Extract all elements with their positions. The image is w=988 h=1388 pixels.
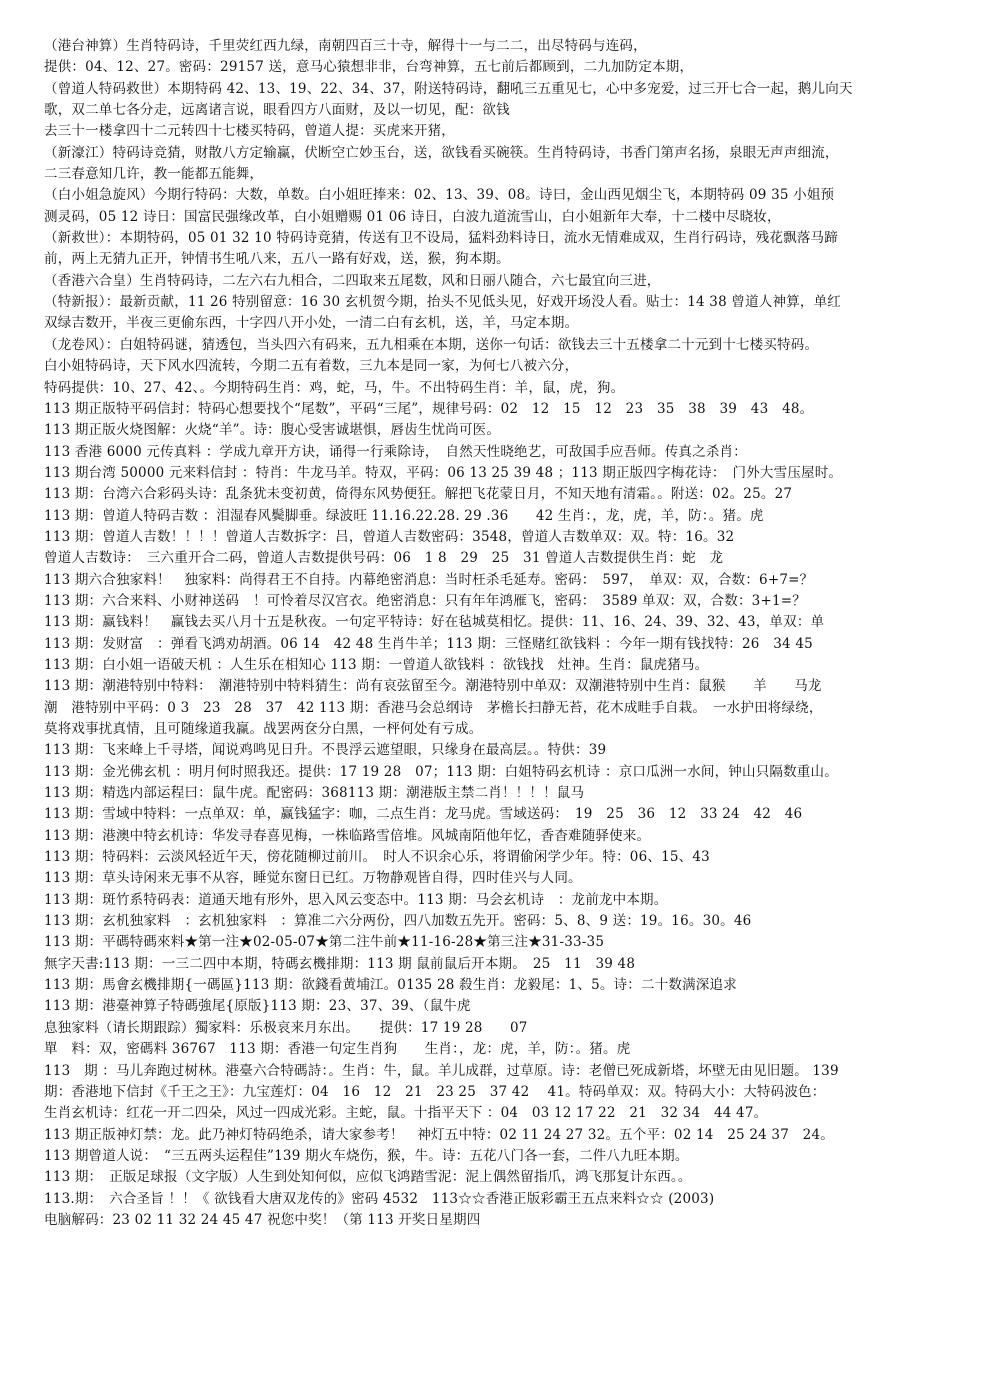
- text-line: 113 期：曾道人特码吉数 ：泪湿春风鬓脚垂。绿波旺 11.16.22.28. 29 .36 42 生肖：，龙，虎，羊，防：。猪。虎: [44, 507, 764, 524]
- text-line: 113 期：雪域中特料：一点单双：单，赢钱猛字：咖，二点生肖：龙马虎。雪域送码： 19 25 36 12 33 24 42 46: [44, 806, 803, 823]
- text-line: 生肖玄机诗：红花一开二四朵，风过一四成光彩。主蛇，鼠。十指平天下 ：04 03 12 17 22 21 32 34 44 47。: [44, 1105, 768, 1122]
- text-line: 113 期：草头诗闲来无事不从容，睡觉东窗日已红。万物静观皆自得，四时佳兴与人同。: [44, 870, 582, 887]
- text-line: 113 期：港澳中特玄机诗：华发寻春喜见梅，一株临路雪倍堆。风城南陌他年忆，香杳难随驿使来。: [44, 827, 651, 844]
- text-line: 113 期：曾道人吉数！！！！曾道人吉数拆字：吕，曾道人吉数密码：3548，曾道人吉数单双：双。特：16。32: [44, 528, 735, 545]
- text-line: 特码提供：10、27、42、。今期特码生肖：鸡，蛇，马，牛。不出特码生肖：羊，鼠，虎，狗。: [44, 379, 625, 396]
- text-line: 潮 港特别中平码：0 3 23 28 37 42 113 期：香港马会总纲诗 茅檐长扫静无苔，花木成畦手自栽。 一水护田将绿绕，: [44, 699, 823, 716]
- text-line: 113 期：平碼特碼來料★第一注★02-05-07★第二注牛前★11-16-28★第三注★31-33-35: [44, 934, 605, 951]
- text-line: 113 期：馬會玄機排期{一碼區}113 期：欲錢看黄埔江。0135 28 殺生肖：龙毅尾：1、5。诗：二十数满深追求: [44, 977, 737, 994]
- text-line: 113 期：赢钱料！ 赢钱去买八月十五是秋夜。一句定平特诗：好在毡城莫相忆。提供：11、16、24、39、32、43，单双：单: [44, 614, 825, 631]
- text-line: （港台神算）生肖特码诗，千里荧红西九绿，南朝四百三十寺，解得十一与二二，出尽特码与连码，: [44, 38, 647, 54]
- text-line: 113 期：金光佛玄机 ：明月何时照我还。提供：17 19 28 07；113 期：白姐特码玄机诗 ：京口瓜洲一水间，钟山只隔数重山。: [44, 763, 838, 780]
- text-line: 113 期：六合来料、小财神送码 ！可怜着尽汉宫衣。绝密消息：只有年年鸿雁飞，密码： 3589 单双：双，合数：3+1=？: [44, 592, 806, 609]
- text-line: 單 料：双，密碼料 36767 113 期：香港一句定生肖狗 生肖：，龙：虎，羊，防：。猪。虎: [44, 1041, 631, 1058]
- text-line: 113 香港 6000 元传真料 ：学成九章开方诀，诵得一行乘除诗， 自然天性晓绝艺，可敌国手应吾师。传真之杀肖：: [44, 443, 747, 460]
- text-line: 歌，双二单七各分走，远离诸言说，眼看四方八面财，及以一切见，配：欲钱: [44, 102, 510, 119]
- text-line: 双绿吉数开，半夜三更偷东西，十字四八开小处，一清二白有玄机，送，羊，马定本期。: [44, 315, 579, 332]
- text-line: 113.期： 六合圣旨 ！！《 欲钱看大唐双龙传的》密码 4532 113☆☆香港正版彩霸王五点来料☆☆ (2003): [44, 1190, 715, 1207]
- text-line: 白小姐特码诗，天下风水四流转，今期二五有着数，三九本是同一家，为何七八被六分，: [44, 358, 579, 375]
- text-line: 测灵码，05 12 诗日：国富民强缘改革，白小姐赠赐 01 06 诗日，白波九道流雪山，白小姐新年大奉，十二楼中尽晓妆，: [44, 208, 781, 225]
- text-line: 期：香港地下信封《千王之王》：九宝莲灯：04 16 12 21 23 25 37 42 41。特码单双：双。特码大小：大特码波色：: [44, 1083, 826, 1100]
- text-line: 113 期：台湾六合彩码头诗：乱条犹未变初黄，倚得东风势便狂。解把飞花蒙日月，不知天地有清霜。。附送：02。25。27: [44, 486, 793, 503]
- text-line: （新濠江）特码诗竞猜，财散八方定输赢，伏断空亡妙玉台，送，欲钱看买碗筷。生肖特码诗，书香门第声名扬，泉眼无声声细流，: [44, 144, 839, 161]
- text-line: 113 期 ：马儿奔跑过树林。港臺六合特碼詩：。生肖：牛，鼠。羊儿成群，过草原。诗：老僧已死成新塔，坏壁无由见旧题。 139: [44, 1062, 839, 1079]
- text-line: [44, 1231, 962, 1252]
- text-line: 二三春意知几许，教一能都五能舞，: [44, 166, 264, 183]
- text-line: 前，两上无猜九正开，钟情书生吼八来，五八一路有好戏，送，猴，狗本期。: [44, 251, 510, 268]
- text-line: 113 期：港臺神算子特碼強尾{原版}113 期：23、37、39、（鼠牛虎: [44, 998, 471, 1015]
- text-line: 113 期：潮港特别中特料： 潮港特别中特料猜生：尚有哀弦留至今。潮港特别中单双：双潮港特别中生肖：鼠猴 羊 马龙: [44, 678, 822, 695]
- text-line: （曾道人特码救世）本期特码 42、13、19、22、34、37，附送特码诗，翻吼三五重见七，心中多宠爱，过三开七合一起，鹅儿向天: [44, 80, 853, 97]
- text-line: 無字天書:113 期：一三二四中本期，特碼玄機排期：113 期 鼠前鼠后开本期。 25 11 39 48: [44, 955, 636, 972]
- text-line: 113 期：玄机独家料 ：玄机独家料 ：算准二六分两份，四八加数五先开。密码：5、8、9 送：19。16。30。46: [44, 913, 752, 930]
- text-line: 113 期：斑竹系特码表：道通天地有形外，思入风云变态中。113 期：马会玄机诗 ：龙前龙中本期。: [44, 891, 668, 908]
- text-line: 去三十一楼拿四十二元转四十七楼买特码，曾道人提：买虎来开猪，: [44, 123, 455, 140]
- text-line: 息独家料（请长期跟踪）獨家料：乐极哀来月东出。 提供：17 19 28 07: [44, 1019, 528, 1036]
- text-line: 提供：04、12、27。密码：29157 送，意马心猿想非非，台弯神算，五七前后都顾到，二九加防定本期，: [44, 59, 694, 76]
- text-line: 113 期正版特平码信封：特码心想要找个“尾数”，平码“三尾”，规律号码：02 12 15 12 23 35 38 39 43 48。: [44, 400, 814, 417]
- text-line: 113 期： 正版足球报（文字版）人生到处知何似，应似飞鸿踏雪泥：泥上偶然留指爪，鸿飞那复计东西。。: [44, 1169, 692, 1186]
- text-line: 113 期正版神灯禁：龙。此乃神灯特码绝杀，请大家参考！ 神灯五中特：02 11 24 27 32。五个平：02 14 25 24 37 24。: [44, 1126, 834, 1143]
- text-line: 113 期：精选内部运程曰：鼠牛虎。配密码：368113 期：潮港版主禁二肖！！！！鼠马: [44, 785, 585, 802]
- text-line: 113 期台湾 50000 元来料信封 ：特肖：牛龙马羊。特双，平码：06 13 25 39 48 ；113 期正版四字梅花诗： 门外大雪压屋时。: [44, 464, 843, 481]
- text-line: 莫将戏事扰真情，且可随缘道我赢。战罢两奁分白黑，一枰何处有亏成。: [44, 721, 483, 737]
- text-line: （特新报）：最新贡献，11 26 特别留意：16 30 玄机贺今期，抬头不见低头见，好戏开场没人看。贴士：14 38 曾道人神算，单红: [44, 294, 841, 311]
- text-line: 113 期：特码料：云淡风轻近午天，傍花随柳过前川。 时人不识余心乐，将谓偷闲学少年。特：06、15、43: [44, 849, 710, 866]
- text-line: 113 期六合独家料！ 独家料：尚得君王不自持。内幕绝密消息：当时枉杀毛延寿。密码： 597， 单双：双，合数：6+7=？: [44, 571, 814, 588]
- text-line: 113 期：发财富 ：弹看飞鸿劝胡酒。06 14 42 48 生肖牛羊；113 期：三怪赌红欲钱料 ：今年一期有钱找特：26 34 45: [44, 635, 813, 652]
- text-line: （香港六合皇）生肖特码诗，二左六右九相合，二四取来五尾数，风和日丽八随合，六七最宜向三进，: [44, 272, 661, 289]
- text-line: （龙卷风）：白姐特码谜，猜透包，当头四六有码来，五九相乘在本期，送你一句话：欲钱去三十五楼拿二十元到十七楼买特码。: [44, 336, 819, 353]
- text-line: （新救世）：本期特码，05 01 32 10 特码诗竟猜，传送有卫不设局，猛料劲料诗日，流水无情难成双，生肖行码诗，残花飘落马蹄: [44, 230, 838, 247]
- text-line: （白小姐急旋风）今期行特码：大数，单数。白小姐旺捧来：02、13、39、08。诗曰，金山西见烟尘飞，本期特码 09 35 小姐预: [44, 187, 835, 204]
- text-line: 113 期：白小姐一语破天机 ：人生乐在相知心 113 期：一曾道人欲钱料 ：欲钱找 灶神。生肖：鼠虎猪马。: [44, 656, 709, 673]
- text-line: 113 期：飞来峰上千寻塔，闻说鸡鸣见日升。不畏浮云遮望眼，只缘身在最高层。。特供：39: [44, 742, 607, 759]
- text-line: 113 期正版火烧图解：火烧“羊”。诗：腹心受害诚堪惧，唇齿生忧尚可医。: [44, 422, 501, 439]
- text-line: 曾道人吉数诗： 三六重开合二码，曾道人吉数提供号码：06 1 8 29 25 31 曾道人吉数提供生肖：蛇 龙: [44, 550, 724, 567]
- text-line: 113 期曾道人说： “三五两头运程佳”139 期火车烧伤，猴，牛。诗：五花八门各一套，二件八九旺本期。: [44, 1147, 689, 1164]
- text-line: 电脑解码：23 02 11 32 24 45 47 祝您中奖！（第 113 开奖日星期四: [44, 1211, 481, 1228]
